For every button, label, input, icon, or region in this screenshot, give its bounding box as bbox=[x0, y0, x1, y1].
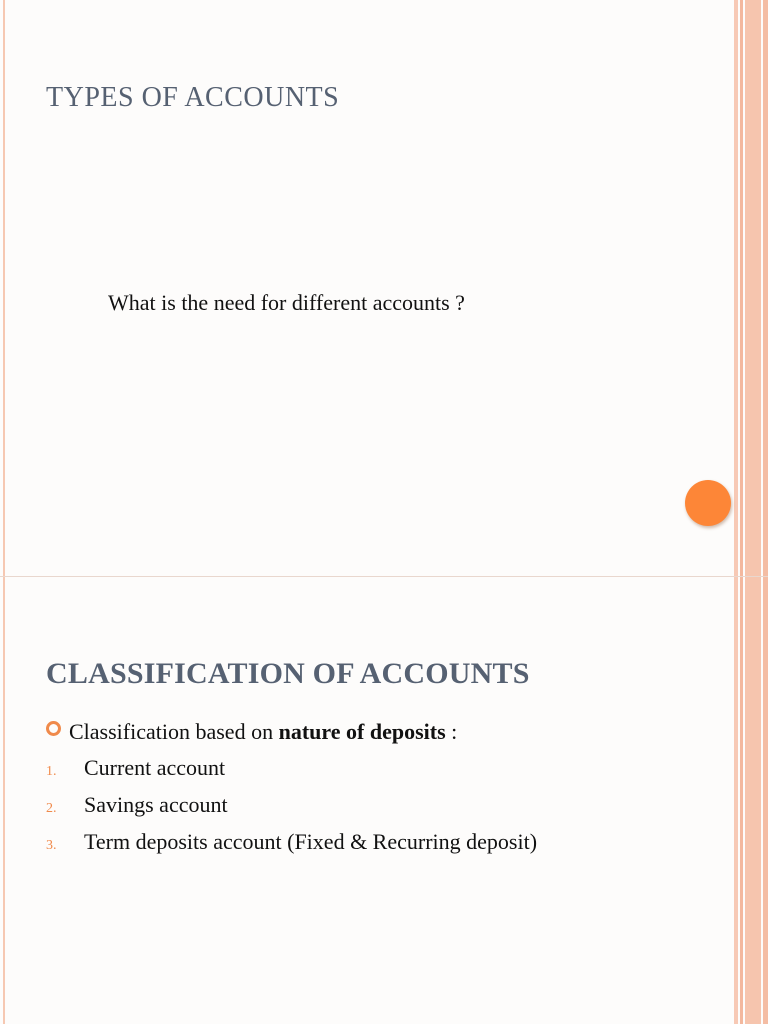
left-border bbox=[3, 577, 5, 1024]
list-number: 2. bbox=[46, 801, 57, 816]
list-item bbox=[46, 792, 537, 829]
bullet-suffix: : bbox=[445, 719, 458, 744]
list-number: 1. bbox=[46, 764, 57, 779]
slide-1-title: TYPES OF ACCOUNTS bbox=[46, 82, 340, 113]
slide-1-question: What is the need for different accounts ? bbox=[108, 290, 465, 315]
list-item bbox=[46, 829, 537, 866]
list-text: Savings account bbox=[84, 792, 228, 817]
list-text: Current account bbox=[84, 755, 226, 780]
account-type-list bbox=[46, 755, 537, 866]
classification-bullet bbox=[46, 719, 457, 745]
list-text: Term deposits account (Fixed & Recurring deposit) bbox=[84, 829, 538, 854]
slide-2 bbox=[0, 577, 768, 1024]
list-number: 3. bbox=[46, 838, 57, 853]
bullet-bold: nature of deposits bbox=[278, 719, 446, 744]
orange-circle-icon bbox=[685, 480, 731, 526]
right-decorative-band bbox=[734, 0, 768, 576]
right-decorative-band bbox=[734, 577, 768, 1024]
ring-bullet-icon bbox=[46, 721, 61, 736]
bullet-prefix: Classification based on bbox=[69, 719, 279, 744]
list-item bbox=[46, 755, 537, 792]
left-border bbox=[3, 0, 5, 576]
slide-2-title: CLASSIFICATION OF ACCOUNTS bbox=[46, 657, 530, 690]
